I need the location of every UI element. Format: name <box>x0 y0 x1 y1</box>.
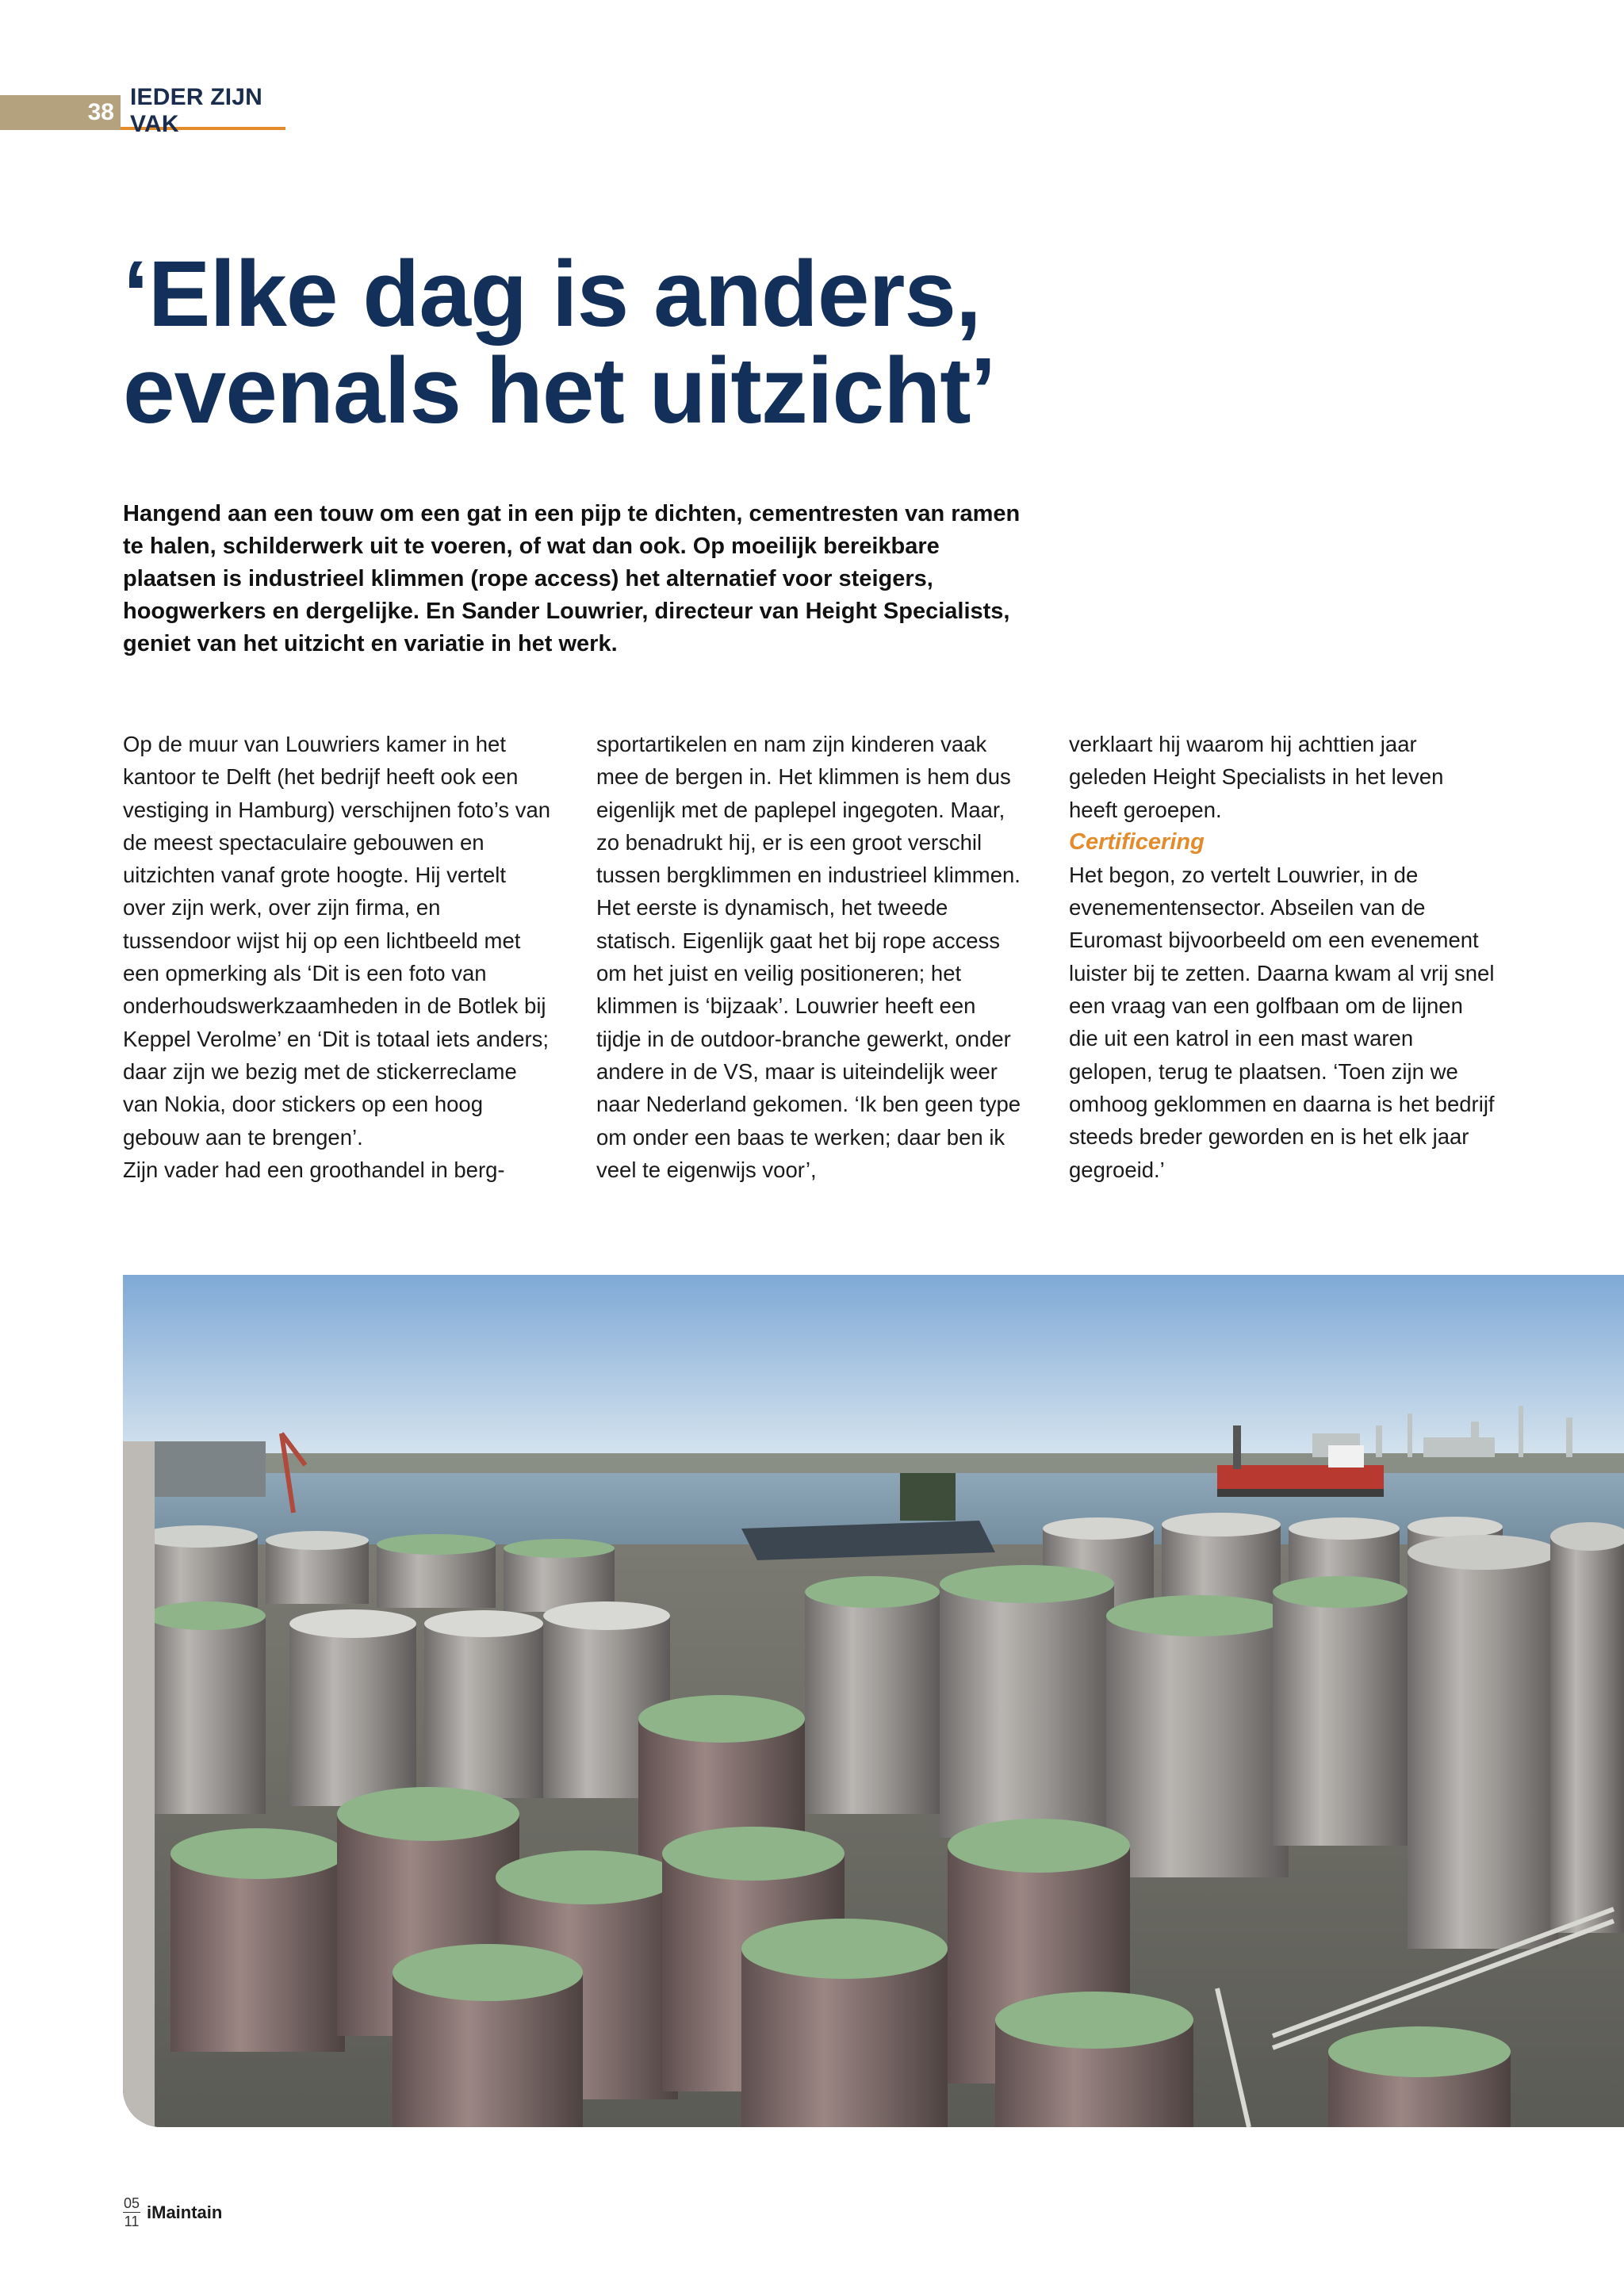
text-column-1 <box>123 728 551 1186</box>
issue-number-bottom: 11 <box>124 2214 140 2229</box>
headline <box>123 242 1074 443</box>
harbor-tank-farm-photo <box>123 1275 1624 2127</box>
text-column-3 <box>1069 728 1497 1186</box>
column-3-paragraph-1: verklaart hij waarom hij achttien jaar geleden Height Specialists in het leven heeft geroepen. <box>1069 732 1444 822</box>
subheading-certificering: Certificering <box>1069 828 1205 855</box>
magazine-brand: iMaintain <box>147 2202 223 2222</box>
photo-illustration <box>123 1275 1624 2127</box>
issue-number <box>123 2196 140 2229</box>
issue-number-top: 05 <box>123 2195 140 2211</box>
headline-line-2: evenals het uitzicht’ <box>123 339 996 443</box>
section-label: IEDER ZIJN VAK <box>121 95 285 130</box>
text-column-2 <box>596 728 1025 1186</box>
page-number: 38 <box>0 95 121 130</box>
running-header <box>0 84 285 137</box>
page-footer <box>123 2196 222 2229</box>
issue-divider <box>123 2212 140 2213</box>
column-3-paragraph-2: Het begon, zo vertelt Louwrier, in de evenementensector. Abseilen van de Euromast bijvoorbeeld om een evenement luister bij te zetten. Daarna kwam al vrij snel een vraag van een golfbaan om de lijnen die uit een katrol in een mast waren gelopen, terug te plaatsen. ‘Toen zijn we omhoog geklommen en daarna is het bedrijf steeds breder geworden en is het elk jaar gegroeid.’ <box>1069 862 1495 1182</box>
headline-line-1: ‘Elke dag is anders, <box>123 242 981 346</box>
lead-paragraph: Hangend aan een touw om een gat in een pijp te dichten, cementresten van ramen te halen, schilderwerk uit te voeren, of wat dan ook. Op moeilijk bereikbare plaatsen is industrieel klimmen (rope access) het alternatief voor steigers, hoogwerkers en dergelijke. En Sander Louwrier, directeur van Height Specialists, geniet van het uitzicht en variatie in het werk. <box>123 501 1021 656</box>
column-1-paragraph-1: Op de muur van Louwriers kamer in het kantoor te Delft (het bedrijf heeft ook een vestiging in Hamburg) verschijnen foto’s van de meest spectaculaire gebouwen en uitzichten vanaf grote hoogte. Hij vertelt over zijn werk, over zijn firma, en tussendoor wijst hij op een lichtbeeld met een opmerking als ‘Dit is een foto van onderhoudswerkzaamheden in de Botlek bij Keppel Verolme’ en ‘Dit is totaal iets anders; daar zijn we bezig met de stickerreclame van Nokia, door stickers op een hoog gebouw aan te brengen’. <box>123 732 551 1150</box>
column-2-paragraph-1: sportartikelen en nam zijn kinderen vaak mee de bergen in. Het klimmen is hem dus eigenlijk met de paplepel ingegoten. Maar, zo benadrukt hij, er is een groot verschil tussen bergklimmen en industrieel klimmen. Het eerste is dynamisch, het tweede statisch. Eigenlijk gaat het bij rope access om het juist en veilig positioneren; het klimmen is ‘bijzaak’. Louwrier heeft een tijdje in de outdoor-branche gewerkt, onder andere in de VS, maar is uiteindelijk weer naar Nederland gekomen. ‘Ik ben geen type om onder een baas te werken; daar ben ik veel te eigenwijs voor’, <box>596 732 1021 1182</box>
column-1-paragraph-2: Zijn vader had een groothandel in berg- <box>123 1157 505 1182</box>
